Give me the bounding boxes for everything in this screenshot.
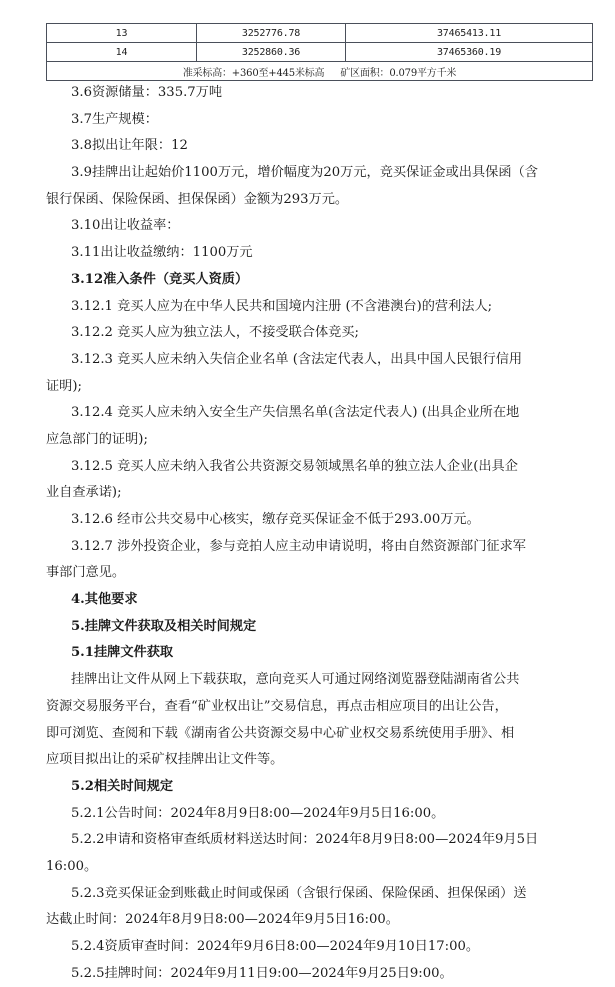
paragraph-line: 3.12.2 竞买人应为独立法人，不接受联合体竞买;: [71, 325, 359, 341]
paragraph-line: 3.12.6 经市公共交易中心核实，缴存竞买保证金不低于293.00万元。: [71, 512, 480, 527]
paragraph-line: 证明);: [46, 378, 82, 394]
section-heading: 4.其他要求: [71, 592, 138, 608]
coordinate-table: [46, 23, 593, 81]
paragraph-line: 3.12.3 竞买人应未纳入失信企业名单 (含法定代表人，出具中国人民银行信用: [71, 351, 523, 367]
y-coordinate-cell: 37465413.11: [346, 24, 593, 43]
paragraph-line: 3.12.5 竞买人应未纳入我省公共资源交易领域黑名单的独立法人企业(出具企: [71, 458, 518, 474]
paragraph-line: 3.12.7 涉外投资企业，参与竞拍人应主动申请说明，将由自然资源部门征求军: [71, 538, 526, 554]
area-text: 矿区面积：0.079平方千米: [340, 67, 457, 79]
y-coordinate-cell: 37465360.19: [346, 43, 593, 62]
paragraph-line: 应项目拟出让的采矿权挂牌出让文件等。: [46, 752, 284, 768]
section-heading: 3.12准入条件（竞买人资质）: [71, 271, 249, 287]
paragraph-line: 3.12.1 竞买人应为在中华人民共和国境内注册 (不含港澳台)的营利法人;: [71, 298, 493, 314]
table-row: [47, 43, 593, 62]
paragraph-line: 资源交易服务平台，查看“矿业权出让”交易信息，再点击相应项目的出让公告，: [46, 698, 508, 714]
paragraph-line: 5.2.2申请和资格审查纸质材料送达时间：2024年8月9日8:00—2024年9月5日: [71, 832, 539, 848]
paragraph-line: 5.2.4资质审查时间：2024年9月6日8:00—2024年9月10日17:00。: [71, 939, 480, 954]
table-summary-row: [47, 62, 593, 81]
paragraph-line: 5.2.3竞买保证金到账截止时间或保函（含银行保函、保险保函、担保保函）送: [71, 885, 527, 901]
paragraph-line: 3.7生产规模：: [71, 111, 158, 127]
paragraph-line: 5.2.5挂牌时间：2024年9月11日9:00—2024年9月25日9:00。: [71, 965, 453, 981]
paragraph-line: 3.10出让收益率：: [71, 218, 180, 234]
paragraph-line: 银行保函、保险保函、担保保函）金额为293万元。: [46, 191, 349, 207]
paragraph-line: 3.12.4 竞买人应未纳入安全生产失信黑名单(含法定代表人) (出具企业所在地: [71, 405, 520, 421]
paragraph-line: 16:00。: [46, 858, 98, 874]
paragraph-line: 应急部门的证明);: [46, 431, 148, 447]
paragraph-line: 3.11出让收益缴纳：1100万元: [71, 245, 253, 261]
x-coordinate-cell: 3252776.78: [197, 24, 346, 43]
paragraph-line: 业自查承诺);: [46, 485, 122, 501]
paragraph-line: 挂牌出让文件从网上下载获取，意向竞买人可通过网络浏览器登陆湖南省公共: [71, 672, 520, 688]
x-coordinate-cell: 3252860.36: [197, 43, 346, 62]
paragraph-line: 3.6资源储量：335.7万吨: [71, 85, 223, 100]
table-row: [47, 24, 593, 43]
paragraph-line: 3.8拟出让年限：12: [71, 138, 188, 154]
paragraph-line: 即可浏览、查阅和下载《湖南省公共资源交易中心矿业权交易系统使用手册》、相: [46, 725, 515, 741]
point-number-cell: 13: [47, 24, 197, 43]
point-number-cell: 14: [47, 43, 197, 62]
section-heading: 5.1挂牌文件获取: [71, 645, 174, 661]
paragraph-line: 事部门意见。: [46, 565, 126, 581]
paragraph-line: 3.9挂牌出让起始价1100万元，增价幅度为20万元，竞买保证金或出具保函（含: [71, 165, 538, 181]
section-heading: 5.挂牌文件获取及相关时间规定: [71, 618, 257, 634]
paragraph-line: 达截止时间：2024年8月9日8:00—2024年9月5日16:00。: [46, 912, 399, 928]
elevation-text: 准采标高：+360至+445米标高: [182, 67, 325, 79]
paragraph-line: 5.2.1公告时间：2024年8月9日8:00—2024年9月5日16:00。: [71, 805, 445, 821]
summary-cell: [47, 62, 593, 81]
section-heading: 5.2相关时间规定: [71, 778, 174, 794]
document-body: [46, 80, 594, 987]
